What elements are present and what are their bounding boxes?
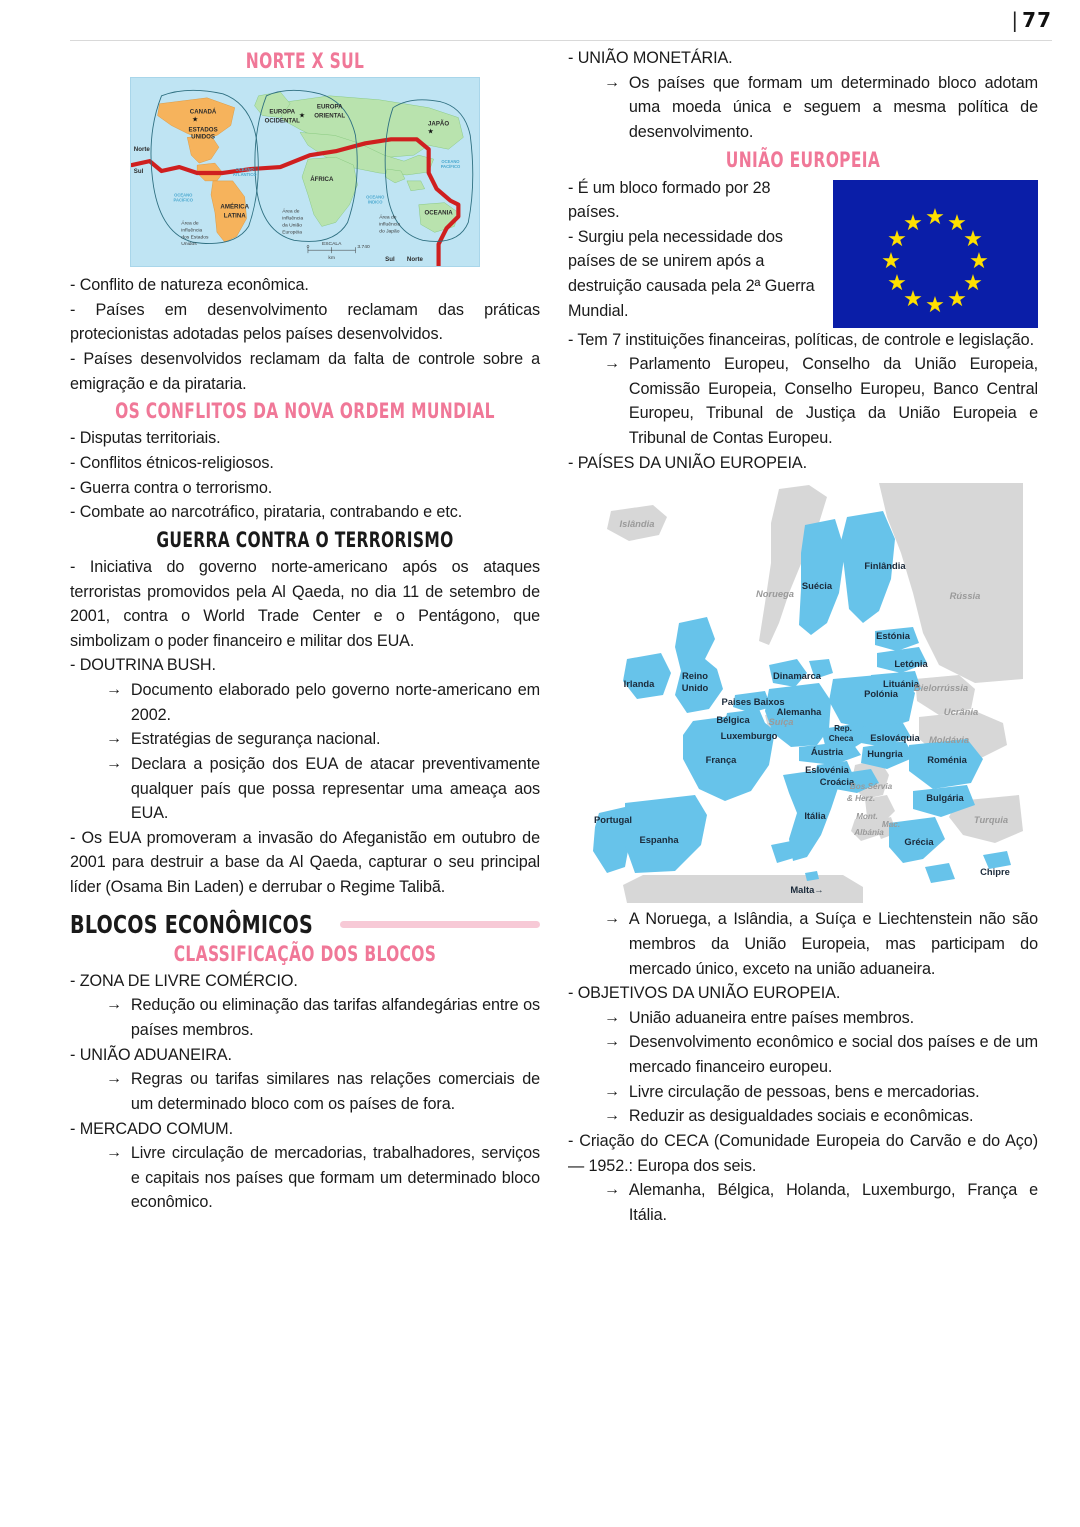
svg-text:★: ★	[963, 269, 983, 295]
arrow-icon: →	[106, 681, 122, 699]
arrow-icon: →	[604, 355, 620, 373]
uniao-monetaria-detail	[604, 71, 1038, 145]
objetivo-item-3-text: Reduzir as desigualdades sociais e econômicas.	[628, 1107, 974, 1126]
paises-ue-label: - PAÍSES DA UNIÃO EUROPEIA.	[568, 453, 807, 472]
svg-text:Malta→: Malta→	[790, 884, 824, 896]
svg-text:★: ★	[947, 285, 967, 311]
svg-text:Alemanha: Alemanha	[776, 706, 822, 718]
left-column	[70, 46, 540, 1527]
svg-text:OCEANO: OCEANO	[235, 167, 254, 173]
svg-text:Noruega: Noruega	[755, 588, 795, 600]
classificacao-0-detail	[106, 993, 540, 1042]
invasao-afeganistao-text: - Os EUA promoveram a invasão do Afeganistão em outubro de 2001 para destruir a base da Al Qaeda, capturar o seu principal líder (Osama Bin Laden) e derrubar o Regime Talibã.	[70, 828, 540, 897]
arrow-icon: →	[106, 996, 122, 1014]
svg-text:Área de: Área de	[181, 221, 199, 227]
instituicoes-detail	[604, 352, 1038, 451]
svg-text:ORIENTAL: ORIENTAL	[314, 112, 346, 120]
objetivo-item-2-text: Livre circulação de pessoas, bens e mercadorias.	[628, 1082, 980, 1101]
svg-text:Bielorrússia: Bielorrússia	[913, 682, 969, 694]
svg-text:★: ★	[903, 209, 923, 235]
svg-text:Área de: Área de	[282, 209, 300, 215]
eu-intro-text	[568, 176, 817, 324]
svg-text:Grécia: Grécia	[904, 836, 934, 848]
svg-text:★: ★	[427, 128, 434, 136]
svg-text:Moldávia: Moldávia	[928, 734, 970, 746]
arrow-icon: →	[604, 1181, 620, 1199]
arrow-icon: →	[106, 754, 122, 772]
classificacao-2-label: - MERCADO COMUM.	[70, 1119, 233, 1138]
svg-text:Islândia: Islândia	[619, 518, 655, 530]
arrow-icon: →	[106, 730, 122, 748]
classificacao-0-detail-text: Redução ou eliminação das tarifas alfandegárias entre os países membros.	[130, 996, 540, 1039]
norte-sul-item-1: - Países em desenvolvimento reclamam das práticas protecionistas adotadas pelos países desenvolvidos.	[70, 300, 540, 344]
objetivo-item-1	[604, 1030, 1038, 1079]
svg-text:Bulgária: Bulgária	[926, 792, 964, 804]
svg-text:Albánia: Albánia	[854, 828, 884, 838]
svg-text:0: 0	[306, 245, 310, 251]
objetivo-item-0	[604, 1006, 1038, 1031]
svg-text:★: ★	[969, 247, 989, 273]
arrow-icon: →	[604, 73, 620, 91]
classificacao-1-label: - UNIÃO ADUANEIRA.	[70, 1045, 232, 1064]
eu-intro-block	[568, 176, 1038, 328]
svg-text:da União: da União	[282, 223, 303, 229]
svg-text:★: ★	[887, 269, 907, 295]
svg-text:Polónia: Polónia	[864, 688, 898, 700]
svg-text:OCEANIA: OCEANIA	[424, 209, 453, 217]
guerra-intro-text: - Iniciativa do governo norte-americano após os ataques terroristas promovidos pela Al Qaeda, no dia 11 de setembro de 2001, contra o World Trade Center e o Pentágono, que simbolizam o poder financeiro e militar dos EUA.	[70, 557, 540, 650]
svg-text:Luxemburgo: Luxemburgo	[720, 730, 778, 742]
svg-text:PACÍFICO: PACÍFICO	[173, 197, 194, 203]
svg-text:OCIDENTAL: OCIDENTAL	[264, 117, 300, 125]
doutrina-item-1	[106, 727, 540, 752]
heading-blocos-economicos: BLOCOS ECONÔMICOS	[70, 909, 314, 939]
svg-text:CANADÁ: CANADÁ	[189, 108, 217, 116]
svg-text:Norte: Norte	[406, 256, 423, 264]
conflito-item-0: - Disputas territoriais.	[70, 429, 221, 448]
svg-text:OCEANO: OCEANO	[174, 192, 193, 198]
svg-text:Bos.Sérvia: Bos.Sérvia	[849, 782, 893, 792]
svg-text:Portugal: Portugal	[593, 814, 633, 826]
arrow-icon: →	[604, 910, 620, 928]
svg-text:OCEANO: OCEANO	[441, 159, 460, 165]
doutrina-item-1-text: Estratégias de segurança nacional.	[130, 730, 381, 749]
svg-text:Itália: Itália	[804, 810, 826, 822]
svg-text:ÁFRICA: ÁFRICA	[310, 175, 334, 183]
svg-text:EUROPA: EUROPA	[316, 103, 343, 111]
svg-text:Suíça: Suíça	[768, 716, 794, 728]
svg-text:ATLÂNTICO: ATLÂNTICO	[232, 172, 257, 178]
svg-text:★: ★	[298, 112, 306, 120]
svg-text:Estónia: Estónia	[876, 630, 910, 642]
section-blocos-economicos	[70, 910, 540, 939]
svg-text:★: ★	[947, 209, 967, 235]
svg-text:OCEANO: OCEANO	[366, 194, 385, 200]
doutrina-bush-label: - DOUTRINA BUSH.	[70, 656, 216, 675]
classificacao-1-detail-text: Regras ou tarifas similares nas relações comerciais de um determinado bloco com os países de fora.	[130, 1070, 540, 1113]
uniao-monetaria-label: - UNIÃO MONETÁRIA.	[568, 49, 733, 67]
pink-divider-rule	[340, 921, 540, 928]
svg-text:influência: influência	[282, 216, 304, 222]
svg-text:Paises Baixos: Paises Baixos	[721, 696, 785, 708]
svg-text:Européia: Européia	[282, 230, 303, 236]
norte-sul-item-0: - Conflito de natureza econômica.	[70, 276, 309, 295]
svg-text:Unidos: Unidos	[181, 242, 197, 248]
svg-text:ESCALA: ESCALA	[321, 242, 342, 248]
svg-text:Eslovénia: Eslovénia	[805, 764, 849, 776]
eu-flag-icon	[833, 180, 1038, 328]
svg-text:★: ★	[192, 116, 199, 124]
classificacao-1-detail	[106, 1067, 540, 1116]
svg-text:Mont.: Mont.	[856, 812, 878, 822]
right-column	[568, 46, 1038, 1527]
svg-text:JAPÃO: JAPÃO	[428, 120, 450, 128]
svg-text:Eslováquia: Eslováquia	[870, 732, 920, 744]
heading-classificacao-blocos: CLASSIFICAÇÃO DOS BLOCOS	[173, 941, 437, 966]
svg-text:Dinamarca: Dinamarca	[773, 670, 821, 682]
page-header	[0, 0, 1080, 40]
svg-text:Rússia: Rússia	[949, 590, 981, 602]
svg-text:★: ★	[925, 203, 945, 229]
arrow-icon: →	[604, 1107, 620, 1125]
eu-intro-item-0: - É um bloco formado por 28 países.	[568, 178, 771, 222]
eu-intro-item-1: - Surgiu pela necessidade dos países de se unirem após a destruição causada pela 2ª Guerra Mundial.	[568, 227, 815, 320]
svg-text:Roménia: Roménia	[927, 754, 967, 766]
doutrina-item-0	[106, 678, 540, 727]
classificacao-0-label: - ZONA DE LIVRE COMÉRCIO.	[70, 971, 298, 990]
svg-text:Checa: Checa	[828, 734, 854, 744]
world-map-figure	[130, 77, 480, 267]
svg-text:Letónia: Letónia	[894, 658, 928, 670]
arrow-icon: →	[106, 1070, 122, 1088]
svg-text:★: ★	[925, 291, 945, 317]
svg-text:★: ★	[881, 247, 901, 273]
classificacao-2-detail-text: Livre circulação de mercadorias, trabalhadores, serviços e capitais nos países que formam um determinado bloco econômico.	[130, 1144, 540, 1212]
svg-text:& Herz.: & Herz.	[846, 794, 876, 804]
instituicoes-detail-text: Parlamento Europeu, Conselho da União Europeia, Comissão Europeia, Conselho Europeu, Banco Central Europeu, Tribunal de Justiça da União Europeia e Tribunal de Contas Europeu.	[628, 355, 1038, 448]
heading-conflitos-nova-ordem: OS CONFLITOS DA NOVA ORDEM MUNDIAL	[115, 399, 495, 424]
norte-sul-item-2: - Países desenvolvidos reclamam da falta de controle sobre a emigração e da pirataria.	[70, 349, 540, 393]
conflito-item-2: - Guerra contra o terrorismo.	[70, 478, 273, 497]
noruega-note-text: A Noruega, a Islândia, a Suíça e Liechtenstein não são membros da União Europeia, mas participam do mercado único, exceto na união aduaneira.	[628, 910, 1038, 978]
conflito-item-1: - Conflitos étnicos-religiosos.	[70, 453, 274, 472]
svg-text:Ucrânia: Ucrânia	[943, 706, 979, 718]
conflito-item-3: - Combate ao narcotráfico, pirataria, contrabando e etc.	[70, 503, 463, 522]
instituicoes-intro: - Tem 7 instituições financeiras, políticas, de controle e legislação.	[568, 330, 1034, 349]
svg-text:LATINA: LATINA	[223, 212, 246, 220]
noruega-note	[604, 907, 1038, 981]
europe-map-figure	[583, 483, 1023, 903]
svg-text:Áustria: Áustria	[810, 746, 844, 758]
svg-text:3.740: 3.740	[357, 245, 370, 251]
svg-text:Irlanda: Irlanda	[623, 678, 655, 690]
svg-text:Reino: Reino	[681, 670, 709, 682]
page-columns	[70, 46, 1052, 1527]
uniao-monetaria-detail-text: Os países que formam um determinado bloco adotam uma moeda única e seguem a mesma política de desenvolvimento.	[628, 73, 1038, 141]
svg-text:Norte: Norte	[133, 146, 150, 154]
objetivo-item-3	[604, 1104, 1038, 1129]
doutrina-item-0-text: Documento elaborado pelo governo norte-americano em 2002.	[130, 681, 540, 724]
svg-text:Finlândia: Finlândia	[864, 560, 906, 572]
svg-text:ESTADOS: ESTADOS	[188, 126, 218, 134]
svg-text:Unido: Unido	[681, 682, 709, 694]
header-divider	[70, 40, 1052, 41]
svg-text:influência: influência	[379, 222, 401, 228]
svg-text:AMÉRICA: AMÉRICA	[220, 203, 250, 211]
objetivo-item-2	[604, 1080, 1038, 1105]
heading-guerra-terrorismo: GUERRA CONTRA O TERRORISMO	[156, 527, 454, 552]
doutrina-item-2-text: Declara a posição dos EUA de atacar preventivamente qualquer país que possa representar uma ameaça aos EUA.	[130, 754, 540, 823]
heading-uniao-europeia: UNIÃO EUROPEIA	[725, 147, 881, 172]
svg-text:UNIDOS: UNIDOS	[191, 133, 215, 141]
doutrina-item-2	[106, 752, 540, 826]
arrow-icon: →	[106, 1144, 122, 1162]
objetivo-item-1-text: Desenvolvimento econômico e social dos países e de um mercado financeiro europeu.	[628, 1033, 1038, 1077]
page-number	[1011, 8, 1052, 32]
svg-text:Bélgica: Bélgica	[716, 714, 750, 726]
svg-text:Turquia: Turquia	[973, 814, 1009, 826]
svg-text:★: ★	[903, 285, 923, 311]
ceca-text: - Criação do CECA (Comunidade Europeia do Carvão e do Aço) — 1952.: Europa dos seis.	[568, 1131, 1038, 1175]
svg-text:influência: influência	[181, 228, 203, 234]
svg-text:ÍNDICO: ÍNDICO	[368, 199, 383, 205]
svg-text:dos Estados: dos Estados	[181, 235, 209, 241]
ceca-detail-text: Alemanha, Bélgica, Holanda, Luxemburgo, França e Itália.	[628, 1181, 1038, 1224]
svg-text:km: km	[328, 256, 336, 262]
svg-text:Hungria: Hungria	[867, 748, 903, 760]
svg-text:Sul: Sul	[385, 256, 395, 264]
arrow-icon: →	[604, 1033, 620, 1051]
svg-text:Chipre: Chipre	[980, 866, 1010, 878]
svg-text:Área de: Área de	[379, 215, 397, 221]
heading-norte-x-sul: NORTE X SUL	[245, 49, 365, 73]
svg-text:EUROPA: EUROPA	[269, 108, 296, 116]
svg-text:★: ★	[963, 225, 983, 251]
objetivos-ue-label: - OBJETIVOS DA UNIÃO EUROPEIA.	[568, 984, 841, 1003]
arrow-icon: →	[604, 1008, 620, 1026]
svg-text:Sul: Sul	[133, 168, 144, 176]
ceca-detail	[604, 1178, 1038, 1227]
svg-text:Lituánia: Lituánia	[883, 678, 919, 690]
svg-text:★: ★	[887, 225, 907, 251]
classificacao-2-detail	[106, 1141, 540, 1215]
svg-text:Mac.: Mac.	[881, 820, 901, 830]
svg-text:PACÍFICO: PACÍFICO	[440, 164, 461, 170]
svg-text:Espanha: Espanha	[639, 834, 679, 846]
arrow-icon: →	[604, 1082, 620, 1100]
svg-text:Rep.: Rep.	[834, 724, 852, 734]
objetivo-item-0-text: União aduaneira entre países membros.	[628, 1008, 915, 1027]
page-number-bar: |	[1011, 8, 1020, 32]
svg-text:Croácia: Croácia	[819, 776, 855, 788]
svg-text:Suécia: Suécia	[801, 580, 833, 592]
svg-text:do Japão: do Japão	[379, 229, 400, 235]
page-number-value: 77	[1022, 8, 1052, 32]
svg-text:França: França	[705, 754, 737, 766]
